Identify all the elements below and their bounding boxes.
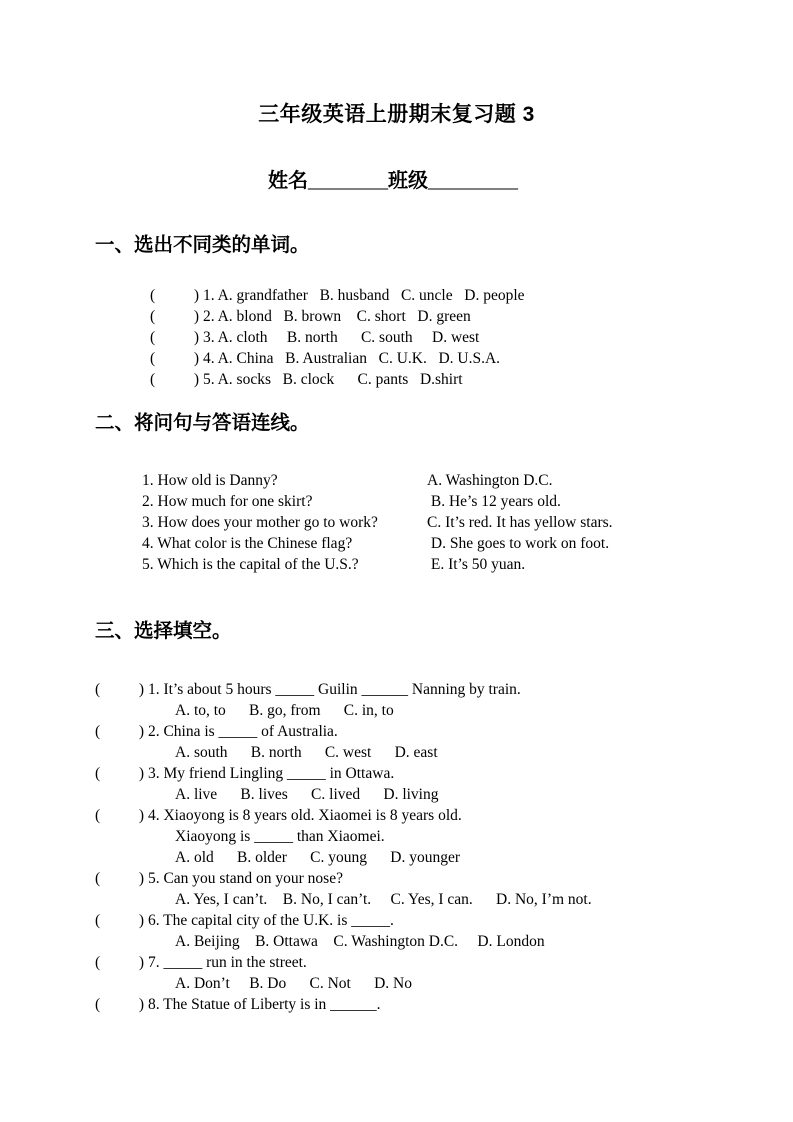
mc-question: ( ) 8. The Statue of Liberty is in ______. xyxy=(95,996,381,1013)
match-question: 4. What color is the Chinese flag? xyxy=(142,535,353,552)
section3-list xyxy=(95,679,592,1015)
section3-heading: 三、选择填空。 xyxy=(95,620,232,642)
section2-heading: 二、将问句与答语连线。 xyxy=(95,412,310,434)
match-question: 2. How much for one skirt? xyxy=(142,493,313,510)
mc-options: A. Beijing B. Ottawa C. Washington D.C. D. London xyxy=(175,933,545,950)
class-blank: _________ xyxy=(428,170,518,192)
match-question: 3. How does your mother go to work? xyxy=(142,514,378,531)
section1-list xyxy=(150,285,525,390)
match-answer: B. He’s 12 years old. xyxy=(427,493,561,510)
section1-item: ( ) 5. A. socks B. clock C. pants D.shirt xyxy=(150,371,463,388)
mc-question: ( ) 7. _____ run in the street. xyxy=(95,954,307,971)
section2-answers xyxy=(427,470,613,575)
mc-question: ( ) 3. My friend Lingling _____ in Ottawa. xyxy=(95,765,395,782)
mc-options: A. to, to B. go, from C. in, to xyxy=(175,702,394,719)
section1-heading: 一、选出不同类的单词。 xyxy=(95,234,310,256)
mc-options: A. live B. lives C. lived D. living xyxy=(175,786,439,803)
name-label: 姓名 xyxy=(268,170,308,192)
class-label: 班级 xyxy=(388,170,428,192)
name-class-line xyxy=(268,169,518,193)
match-answer: C. It’s red. It has yellow stars. xyxy=(427,514,613,531)
mc-options: A. old B. older C. young D. younger xyxy=(175,849,461,866)
match-question: 1. How old is Danny? xyxy=(142,472,278,489)
mc-question: ( ) 5. Can you stand on your nose? xyxy=(95,870,343,887)
section1-item: ( ) 2. A. blond B. brown C. short D. green xyxy=(150,308,471,325)
mc-options: A. Don’t B. Do C. Not D. No xyxy=(175,975,412,992)
match-answer: D. She goes to work on foot. xyxy=(427,535,610,552)
mc-question: ( ) 6. The capital city of the U.K. is _____. xyxy=(95,912,394,929)
section1-item: ( ) 1. A. grandfather B. husband C. uncle D. people xyxy=(150,287,525,304)
mc-question-continuation: Xiaoyong is _____ than Xiaomei. xyxy=(175,828,385,845)
name-blank: ________ xyxy=(308,170,388,192)
mc-options: A. Yes, I can’t. B. No, I can’t. C. Yes, I can. D. No, I’m not. xyxy=(175,891,592,908)
mc-question: ( ) 4. Xiaoyong is 8 years old. Xiaomei is 8 years old. xyxy=(95,807,462,824)
match-question: 5. Which is the capital of the U.S.? xyxy=(142,556,359,573)
match-answer: E. It’s 50 yuan. xyxy=(427,556,526,573)
mc-options: A. south B. north C. west D. east xyxy=(175,744,438,761)
section2-questions xyxy=(142,470,378,575)
page-title: 三年级英语上册期末复习题 3 xyxy=(258,103,535,126)
match-answer: A. Washington D.C. xyxy=(427,472,553,489)
section1-item: ( ) 4. A. China B. Australian C. U.K. D. U.S.A. xyxy=(150,350,501,367)
mc-question: ( ) 2. China is _____ of Australia. xyxy=(95,723,338,740)
section1-item: ( ) 3. A. cloth B. north C. south D. west xyxy=(150,329,480,346)
mc-question: ( ) 1. It’s about 5 hours _____ Guilin ______ Nanning by train. xyxy=(95,681,521,698)
